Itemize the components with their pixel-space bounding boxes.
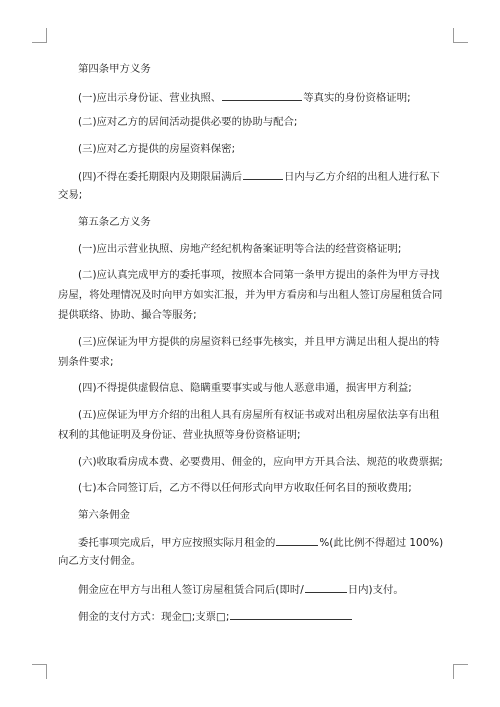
blank-field	[222, 90, 302, 101]
article6-line1: 委托事项完成后，甲方应按照实际月租金的 %(此比例不得超过 100%)	[78, 537, 444, 550]
blank-field	[230, 609, 352, 620]
blank-field	[276, 535, 318, 546]
article4-heading: 第四条甲方义务	[78, 63, 151, 75]
article4-item4: (四)不得在委托期限内及期限届满后 日内与乙方介绍的出租人进行私下	[78, 171, 440, 184]
blank-field	[305, 582, 347, 593]
article5-item5-cont: 权利的其他证明及身份证、营业执照等身份资格证明;	[58, 428, 301, 441]
corner-mark-top-right	[453, 28, 468, 43]
article5-item5: (五)应保证为甲方介绍的出租人具有房屋所有权证书或对出租房屋依法享有出租	[78, 408, 440, 421]
article5-heading: 第五条乙方义务	[78, 215, 151, 228]
article5-item2-cont: 房屋，将处理情况及时向甲方如实汇报，并为甲方看房和与出租人签订房屋租赁合同	[58, 289, 443, 302]
article5-item3: (三)应保证为甲方提供的房屋资料已经事先核实，并且甲方满足出租人提出的特	[78, 335, 440, 348]
article6-line2: 佣金应在甲方与出租人签订房屋租赁合同后(即时/ 日内)支付。	[78, 583, 404, 596]
article5-item1: (一)应出示营业执照、房地产经纪机构备案证明等合法的经营资格证明;	[78, 242, 402, 255]
article6-line3: 佣金的支付方式：现金□;支票□;	[58, 609, 442, 622]
article4-item3: (三)应对乙方提供的房屋资料保密;	[78, 142, 236, 155]
article4-item2: (二)应对乙方的居间活动提供必要的协助与配合;	[78, 116, 298, 129]
document-body	[58, 63, 442, 635]
article5-item2-cont: 提供联络、协助、撮合等服务;	[58, 309, 197, 322]
article5-item6: (六)收取看房成本费、必要费用、佣金的，应向甲方开具合法、规范的收费票据;	[78, 455, 443, 468]
blank-field	[243, 169, 283, 180]
article6-line1-cont: 向乙方支付佣金。	[58, 555, 142, 568]
article5-item2: (二)应认真完成甲方的委托事项，按照本合同第一条甲方提出的条件为甲方寻找	[78, 269, 440, 282]
article4-item4-cont: 交易;	[58, 189, 83, 202]
corner-mark-bottom-right	[453, 664, 468, 679]
article5-item4: (四)不得提供虚假信息、隐瞒重要事实或与他人恶意串通，损害甲方利益;	[78, 382, 412, 395]
article5-item3-cont: 别条件要求;	[58, 355, 114, 368]
corner-mark-top-left	[32, 28, 47, 43]
article6-heading: 第六条佣金	[78, 508, 130, 521]
article4-item1: (一)应出示身份证、营业执照、 等真实的身份资格证明;	[78, 91, 411, 104]
article5-item7: (七)本合同签订后，乙方不得以任何形式向甲方收取任何名目的预收费用;	[78, 482, 412, 495]
corner-mark-bottom-left	[32, 664, 47, 679]
